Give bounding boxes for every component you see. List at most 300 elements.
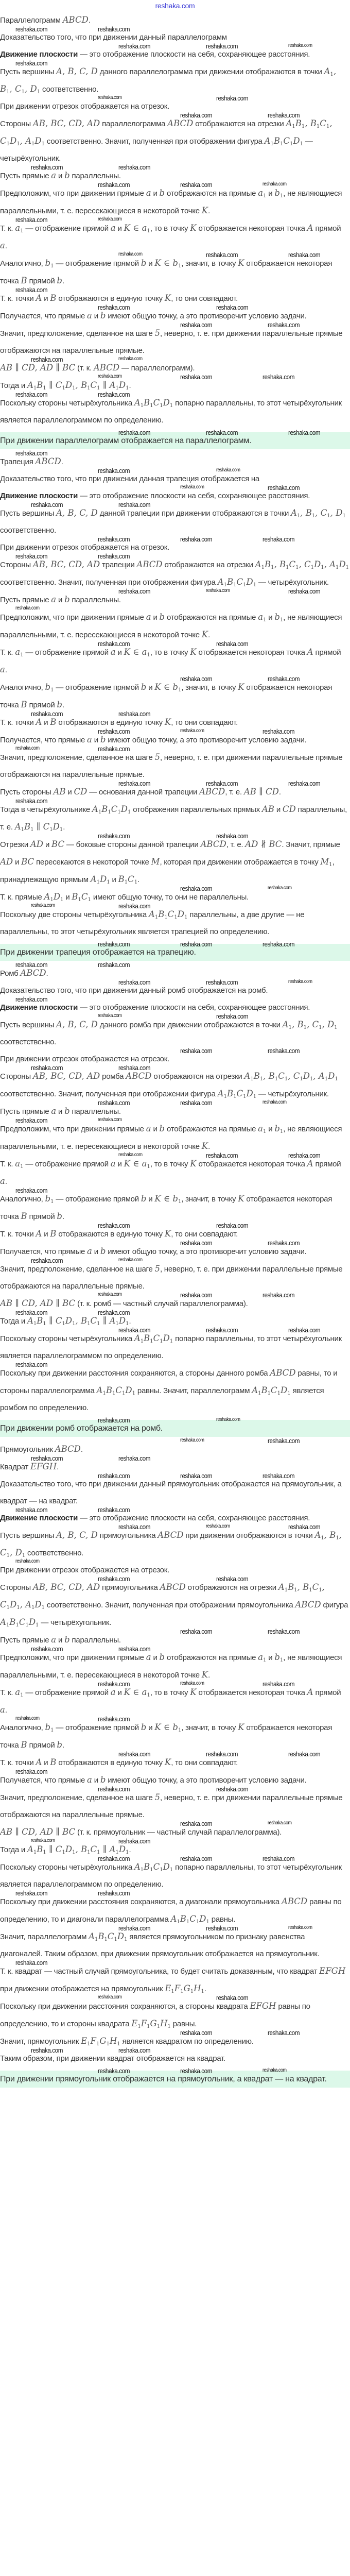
paragraph: Стороны AB, BC, CD, AD трапеции ABCD отображаются на отрезки $A_1B_1$, $B_1C_1$, $C_1D_1$, $A_1D_1$ соответственно. Значит, полученная при отображении фигура $A_1B_1C_1D_1$ — четырёхугольник. reshaka.com reshaka.com bbox=[0, 552, 349, 588]
math-expression: AB bbox=[53, 787, 66, 796]
watermark: reshaka.com bbox=[206, 1523, 230, 1529]
watermark: reshaka.com bbox=[216, 1993, 249, 2002]
watermark: reshaka.com bbox=[180, 1627, 213, 1635]
math-expression: ABCD bbox=[136, 560, 163, 569]
paragraph: Значит, параллелограмм $A_1B_1C_1D_1$ является прямоугольником по признаку равенства диагоналей. Таким образом, при движении прямоугольник отображается на прямоугольник. reshaka.com reshaka.com reshaka.com bbox=[0, 1924, 320, 1958]
math-expression: AB, BC, CD, AD bbox=[32, 1582, 100, 1592]
watermark: reshaka.com bbox=[216, 1574, 249, 1583]
paragraph: Т. к. $a_1$ — отображение прямой a и K ∈ $a_1$, то в точку K отображается некоторая точка A прямой a. reshaka.com reshaka.com bbox=[0, 639, 341, 674]
conclusion-highlight: При движении трапеция отображается на трапецию. reshaka.com reshaka.com reshaka.com bbox=[0, 944, 350, 961]
paragraph: Стороны AB, BC, CD, AD параллелограмма ABCD отображаются на отрезки $A_1B_1$, $B_1C_1$, $C_1D_1$, $A_1D_1$ соответственно. Значит, полученная при отображении фигура $A_1B_1C_1D_1$ — четырёхугольник. reshaka.com reshaka.com bbox=[0, 111, 332, 163]
watermark: reshaka.com bbox=[15, 796, 48, 805]
math-expression: AB, BC, CD, AD bbox=[32, 118, 100, 128]
watermark: reshaka.com bbox=[262, 1471, 295, 1480]
math-expression: 5 bbox=[154, 1792, 160, 1802]
math-expression: K ∈ $b_1$ bbox=[154, 1194, 182, 1205]
watermark: reshaka.com bbox=[118, 251, 143, 257]
paragraph: Т. к. точки A и B отображаются в единую точку K, то они совпадают. reshaka.com bbox=[0, 285, 238, 303]
watermark: reshaka.com bbox=[15, 449, 48, 457]
math-expression: a bbox=[110, 647, 116, 657]
math-expression: $A_1$, $B_1$, $C_1$, $D_1$ bbox=[0, 66, 337, 95]
math-expression: $b_1$ bbox=[274, 1124, 284, 1134]
paragraph: Т. к. точки A и B отображаются в единую точку K, то они совпадают. reshaka.com reshaka.com bbox=[0, 1221, 249, 1239]
math-expression: B bbox=[50, 717, 57, 727]
math-expression: $a_1$ bbox=[15, 223, 24, 234]
watermark: reshaka.com bbox=[216, 94, 249, 102]
watermark: reshaka.com bbox=[15, 285, 48, 294]
watermark: reshaka.com bbox=[180, 1819, 213, 1827]
watermark: reshaka.com bbox=[216, 639, 249, 648]
watermark: reshaka.com bbox=[98, 374, 122, 379]
paragraph: Доказательство того, что при движении данный параллелограмм reshaka.com reshaka.com bbox=[0, 25, 227, 42]
math-expression: $A_1B_1C_1D_1$ bbox=[134, 1333, 173, 1344]
paragraph: Движение плоскости — это отображение плоскости на себя, сохраняющее расстояния. reshaka.com reshaka.com reshaka.com bbox=[0, 42, 312, 59]
math-expression: A, B, C, D bbox=[56, 66, 98, 76]
watermark: reshaka.com bbox=[98, 1098, 130, 1107]
watermark: reshaka.com bbox=[31, 355, 63, 363]
watermark: reshaka.com bbox=[180, 1046, 213, 1055]
paragraph: Поскольку стороны четырёхугольника $A_1B_1C_1D_1$ попарно параллельны, то этот четырёхугольник является параллелограммом по определению. reshaka.com reshaka.com reshaka.com bbox=[0, 1854, 342, 1889]
math-expression: $A_1B_1C_1D_1$ bbox=[134, 398, 173, 409]
math-expression: $A_1B_1C_1D_1$ bbox=[217, 577, 257, 588]
watermark: reshaka.com bbox=[15, 215, 48, 224]
watermark: reshaka.com bbox=[288, 1925, 312, 1930]
paragraph: При движении отрезок отображается на отрезок. reshaka.com reshaka.com bbox=[0, 1046, 300, 1063]
watermark: reshaka.com bbox=[262, 1291, 295, 1299]
paragraph: Таким образом, при движении квадрат отображается на квадрат. reshaka.com reshaka.com bbox=[0, 2046, 225, 2063]
paragraph: Т. к. точки A и B отображаются в единую точку K, то они совпадают. reshaka.com reshaka.com reshaka.com bbox=[0, 1750, 321, 1767]
watermark: reshaka.com bbox=[98, 390, 130, 398]
watermark: reshaka.com bbox=[206, 42, 238, 50]
watermark: reshaka.com bbox=[262, 535, 295, 543]
paragraph: Тогда и $A_1B_1$ ∥ $C_1D_1$, $B_1C_1$ ∥ $A_1D_1$. reshaka.com reshaka.com bbox=[0, 1837, 151, 1855]
watermark: reshaka.com bbox=[288, 779, 321, 787]
math-expression: ABCD bbox=[62, 15, 89, 25]
math-expression: M bbox=[151, 857, 160, 867]
paragraph: Движение плоскости — это отображение плоскости на себя, сохраняющее расстояния. reshaka.com bbox=[0, 995, 310, 1012]
watermark: reshaka.com bbox=[98, 1785, 130, 1793]
watermark: reshaka.com bbox=[15, 745, 40, 751]
watermark: reshaka.com bbox=[288, 1522, 321, 1531]
math-expression: a bbox=[51, 1635, 57, 1645]
watermark: reshaka.com bbox=[288, 979, 312, 985]
math-expression: $A_1B_1C_1D_1$ bbox=[96, 1385, 135, 1396]
paragraph: Доказательство того, что при движении данный ромб отображается на ромб. reshaka.com reshaka.com reshaka.com bbox=[0, 978, 312, 995]
math-expression: a bbox=[0, 665, 5, 674]
math-expression: ABCD bbox=[167, 118, 194, 128]
watermark: reshaka.com bbox=[118, 1326, 151, 1334]
watermark: reshaka.com bbox=[98, 180, 130, 189]
watermark: reshaka.com bbox=[98, 303, 130, 311]
watermark: reshaka.com bbox=[31, 1454, 63, 1462]
math-expression: 5 bbox=[154, 328, 160, 338]
math-expression: ABCD bbox=[55, 1444, 81, 1454]
watermark: reshaka.com bbox=[268, 885, 292, 891]
conclusion-highlight: При движении ромб отображается на ромб. reshaka.com reshaka.com bbox=[0, 1420, 350, 1437]
site-link[interactable]: reshaka.com bbox=[155, 2, 195, 10]
math-expression: $A_1B_1$ ∥ $C_1D_1$, $B_1C_1$ ∥ $A_1D_1$ bbox=[27, 380, 129, 391]
math-expression: BC bbox=[21, 857, 34, 867]
term-bold: Движение плоскости bbox=[0, 492, 78, 500]
math-expression: a bbox=[0, 1705, 5, 1715]
watermark: reshaka.com bbox=[118, 587, 151, 595]
paragraph: Пусть прямые a и b параллельны. reshaka.com reshaka.com bbox=[0, 163, 151, 180]
watermark: reshaka.com bbox=[31, 1063, 63, 1072]
math-expression: a bbox=[110, 1687, 116, 1697]
watermark: reshaka.com bbox=[180, 2066, 213, 2075]
paragraph: Т. к. квадрат — частный случай прямоугольника, то будет считать доказанным, что квадрат EFGH при движении отображается на прямоугольник $E_1F_1G_1H_1$. reshaka.com bbox=[0, 1958, 346, 1994]
math-expression: K ∈ $b_1$ bbox=[154, 258, 182, 269]
math-expression: AB bbox=[261, 804, 274, 814]
paragraph: Значит, предположение, сделанное на шаге 5, неверно, т. е. при движении параллельные прямые отображаются на параллельные прямые. reshaka.com reshaka.com bbox=[0, 744, 343, 779]
math-expression: K bbox=[238, 1194, 244, 1204]
conclusion-highlight: При движении параллелограмм отображается на параллелограмм. reshaka.com reshaka.com reshaka.com bbox=[0, 432, 350, 449]
watermark: reshaka.com bbox=[180, 674, 213, 683]
math-expression: b bbox=[100, 1775, 106, 1785]
watermark: reshaka.com bbox=[180, 111, 213, 119]
paragraph: Значит, предположение, сделанное на шаге 5, неверно, т. е. при движении параллельные прямые отображаются на параллельные прямые. reshaka.com reshaka.com bbox=[0, 320, 343, 355]
math-expression: A, B, C, D bbox=[56, 508, 98, 518]
watermark: reshaka.com bbox=[98, 1308, 130, 1316]
watermark: reshaka.com bbox=[180, 1471, 213, 1480]
watermark: reshaka.com bbox=[15, 995, 48, 1003]
math-expression: b bbox=[141, 682, 147, 692]
watermark: reshaka.com bbox=[268, 320, 300, 329]
math-expression: $A_1B_1C_1D_1$ bbox=[148, 909, 188, 920]
paragraph: Пусть прямые a и b параллельны. reshaka.com reshaka.com bbox=[0, 1627, 300, 1645]
watermark: reshaka.com bbox=[98, 1889, 130, 1897]
watermark: reshaka.com bbox=[15, 1889, 48, 1897]
math-expression: B bbox=[21, 276, 27, 285]
math-expression: K bbox=[164, 1229, 171, 1239]
math-expression: $b_1$ bbox=[45, 682, 54, 693]
math-expression: K bbox=[164, 1757, 171, 1767]
math-expression: $A_1B_1C_1D_1$ bbox=[217, 1089, 257, 1099]
watermark: reshaka.com bbox=[216, 1785, 249, 1793]
watermark: reshaka.com bbox=[268, 111, 300, 119]
math-expression: $A_1B_1$, $B_1C_1$, $C_1D_1$, $A_1D_1$ bbox=[244, 1071, 338, 1082]
watermark: reshaka.com bbox=[118, 709, 151, 718]
math-expression: $A_1B_1C_1D_1$ bbox=[252, 1385, 291, 1396]
math-expression: AD bbox=[30, 839, 44, 849]
term-bold: Движение плоскости bbox=[0, 1003, 78, 1012]
math-expression: AD ∦ BC bbox=[245, 839, 282, 849]
math-expression: b bbox=[64, 595, 70, 604]
math-expression: b bbox=[57, 1740, 62, 1750]
math-expression: K bbox=[201, 206, 208, 215]
watermark: reshaka.com bbox=[98, 1416, 130, 1424]
watermark: reshaka.com bbox=[268, 2028, 300, 2037]
math-expression: $A_1D_1$ bbox=[90, 874, 110, 885]
paragraph: Аналогично, $b_1$ — отображение прямой b и K ∈ $b_1$, значит, в точку K отображается некоторая точка B прямой b. reshaka.com reshaka.com reshaka.com bbox=[0, 250, 332, 285]
math-expression: $b_1$ bbox=[45, 258, 54, 269]
paragraph: При движении отрезок отображается на отрезок. reshaka.com reshaka.com reshaka.com bbox=[0, 535, 295, 552]
watermark: reshaka.com bbox=[180, 484, 204, 490]
watermark: reshaka.com bbox=[262, 181, 287, 187]
paragraph: Пусть прямые a и b параллельны. reshaka.com reshaka.com reshaka.com bbox=[0, 587, 321, 604]
watermark: reshaka.com bbox=[118, 428, 151, 436]
math-expression: K ∈ $a_1$ bbox=[124, 1687, 150, 1698]
math-expression: B bbox=[50, 1757, 57, 1767]
watermark: reshaka.com bbox=[206, 428, 238, 436]
paragraph: Поскольку стороны четырёхугольника $A_1B_1C_1D_1$ попарно параллельны, то этот четырёхугольник является параллелограммом по определению. reshaka.com reshaka.com bbox=[0, 390, 342, 425]
math-expression: A bbox=[36, 293, 42, 303]
watermark: reshaka.com bbox=[98, 1013, 122, 1019]
watermark: reshaka.com bbox=[262, 2067, 287, 2073]
math-expression: AB, BC, CD, AD bbox=[32, 1071, 100, 1081]
watermark: reshaka.com bbox=[118, 1454, 151, 1462]
math-expression: $a_1$ bbox=[15, 1687, 24, 1698]
watermark: reshaka.com bbox=[180, 940, 213, 948]
math-expression: CD bbox=[282, 804, 296, 814]
watermark: reshaka.com bbox=[118, 1837, 151, 1845]
watermark: reshaka.com bbox=[98, 1292, 122, 1297]
watermark: reshaka.com bbox=[288, 250, 321, 259]
watermark: reshaka.com bbox=[262, 1099, 287, 1105]
math-expression: a bbox=[87, 1246, 92, 1256]
paragraph: Пусть вершины A, B, C, D данной трапеции при движении отображаются в точки $A_1$, $B_1$, $C_1$, $D_1$ соответственно. reshaka.com reshaka.com bbox=[0, 500, 346, 535]
watermark: reshaka.com bbox=[180, 728, 204, 734]
paragraph: Пусть вершины A, B, C, D прямоугольника ABCD при движении отображаются в точки $A_1$, $B_1$, $C_1$, $D_1$ соответственно. reshaka.com reshaka.com reshaka.com bbox=[0, 1522, 342, 1558]
paragraph: Прямоугольник ABCD. reshaka.com reshaka.com bbox=[0, 1436, 300, 1454]
watermark: reshaka.com bbox=[118, 902, 151, 910]
math-expression: $a_1$ bbox=[258, 1652, 267, 1663]
watermark: reshaka.com bbox=[98, 95, 122, 100]
math-expression: K bbox=[201, 1670, 208, 1680]
math-expression: $A_1B_1$ ∥ $C_1D_1$ bbox=[14, 822, 63, 833]
paragraph: Поскольку две стороны четырёхугольника $A_1B_1C_1D_1$ параллельны, а две другие — не параллельны, то этот четырёхугольник является трапецией по определению. reshaka.com reshaka.com bbox=[0, 902, 305, 936]
watermark: reshaka.com bbox=[98, 1574, 130, 1583]
watermark: reshaka.com bbox=[288, 1151, 321, 1159]
watermark: reshaka.com bbox=[206, 250, 238, 259]
paragraph: Трапеция ABCD. reshaka.com bbox=[0, 449, 63, 466]
math-expression: $B_1C_1$ bbox=[118, 874, 138, 885]
math-expression: ABCD bbox=[199, 787, 225, 796]
paragraph: Отрезки AD и BC — боковые стороны данной трапеции ABCD, т. е. AD ∦ BC. Значит, прямые AD и BC пересекаются в некоторой точке M, которая при движении отображается в точку $M_1$, принадлежащую прямым $A_1D_1$ и $B_1C_1$. reshaka.com reshaka.com bbox=[0, 832, 340, 885]
math-expression: A bbox=[307, 647, 313, 657]
math-expression: ABCD bbox=[20, 968, 46, 978]
solution-text bbox=[0, 11, 350, 2096]
watermark: reshaka.com bbox=[15, 1958, 48, 1967]
watermark: reshaka.com bbox=[15, 1116, 48, 1124]
watermark: reshaka.com bbox=[262, 1680, 295, 1688]
watermark: reshaka.com bbox=[98, 552, 130, 560]
math-expression: ABCD bbox=[200, 839, 226, 849]
watermark: reshaka.com bbox=[118, 779, 151, 787]
watermark: reshaka.com bbox=[288, 1750, 321, 1758]
math-expression: A bbox=[36, 1229, 42, 1239]
watermark: reshaka.com bbox=[98, 2066, 130, 2075]
math-expression: a bbox=[146, 1652, 151, 1662]
watermark: reshaka.com bbox=[206, 1151, 238, 1159]
math-expression: A bbox=[307, 1687, 313, 1697]
math-expression: $A_1$, $B_1$, $C_1$, $D_1$ bbox=[291, 508, 346, 519]
watermark: reshaka.com bbox=[180, 1854, 213, 1862]
watermark: reshaka.com bbox=[98, 1221, 130, 1229]
math-expression: ABCD bbox=[126, 1071, 152, 1081]
watermark: reshaka.com bbox=[98, 1994, 122, 2000]
paragraph: AB ∥ CD, AD ∥ BC (т. к. ABCD — параллелограмм). reshaka.com reshaka.com bbox=[0, 355, 195, 372]
paragraph: Значит, прямоугольник $E_1F_1G_1H_1$ является квадратом по определению. reshaka.com reshaka.com bbox=[0, 2028, 300, 2047]
math-expression: $A_1B_1C_1D_1$ bbox=[134, 1862, 173, 1873]
watermark: reshaka.com bbox=[98, 25, 130, 33]
paragraph: Поскольку при движении расстояния сохраняются, а стороны квадрата EFGH равны по определению, то и стороны квадрата $E_1F_1G_1H_1$ равны. reshaka.com reshaka.com bbox=[0, 1993, 310, 2029]
paragraph: Аналогично, $b_1$ — отображение прямой b и K ∈ $b_1$, значит, в точку K отображается некоторая точка B прямой b. reshaka.com reshaka.com bbox=[0, 1715, 332, 1750]
watermark: reshaka.com bbox=[15, 1558, 40, 1564]
paragraph: Пусть стороны AB и CD — основания данной трапеции ABCD, т. е. AB ∥ CD. reshaka.com reshaka.com reshaka.com bbox=[0, 779, 321, 796]
watermark: reshaka.com bbox=[206, 1924, 238, 1932]
math-expression: K bbox=[164, 293, 171, 303]
math-expression: AB ∥ CD, AD ∥ BC bbox=[0, 1298, 76, 1308]
watermark: reshaka.com bbox=[15, 1360, 48, 1368]
paragraph: Получается, что прямые a и b имеют общую точку, а это противоречит условию задачи. reshaka.com reshaka.com reshaka.com bbox=[0, 727, 307, 744]
math-expression: EFGH bbox=[319, 1966, 346, 1976]
math-expression: $A_1D_1$ bbox=[44, 892, 64, 903]
watermark: reshaka.com bbox=[206, 1326, 238, 1334]
watermark: reshaka.com bbox=[206, 978, 238, 986]
math-expression: a bbox=[0, 241, 5, 250]
math-expression: $b_1$ bbox=[45, 1194, 54, 1205]
math-expression: 5 bbox=[154, 1264, 160, 1274]
paragraph: Значит, предположение, сделанное на шаге 5, неверно, т. е. при движении параллельные прямые отображаются на параллельные прямые. reshaka.com reshaka.com bbox=[0, 1785, 343, 1819]
math-expression: b bbox=[64, 1106, 70, 1116]
watermark: reshaka.com bbox=[268, 1436, 300, 1445]
watermark: reshaka.com bbox=[98, 940, 130, 948]
math-expression: b bbox=[141, 1722, 147, 1732]
math-expression: a bbox=[51, 171, 57, 180]
math-expression: a bbox=[146, 188, 151, 198]
math-expression: $b_1$ bbox=[274, 612, 284, 623]
math-expression: K bbox=[201, 630, 208, 639]
watermark: reshaka.com bbox=[15, 1308, 48, 1316]
math-expression: $a_1$ bbox=[15, 1159, 24, 1170]
math-expression: b bbox=[64, 171, 70, 180]
watermark: reshaka.com bbox=[98, 216, 122, 222]
watermark: reshaka.com bbox=[180, 320, 213, 329]
watermark: reshaka.com bbox=[288, 587, 321, 595]
watermark: reshaka.com bbox=[180, 372, 213, 381]
watermark: reshaka.com bbox=[31, 500, 63, 509]
math-expression: A bbox=[36, 1757, 42, 1767]
math-expression: $a_1$ bbox=[258, 612, 267, 623]
math-expression: a bbox=[87, 311, 92, 320]
math-expression: a bbox=[110, 223, 116, 233]
paragraph: Значит, предположение, сделанное на шаге 5, неверно, т. е. при движении параллельные прямые отображаются на параллельные прямые. reshaka.com reshaka.com bbox=[0, 1256, 343, 1291]
math-expression: $B_1C_1$ bbox=[72, 892, 91, 903]
math-expression: b bbox=[159, 612, 165, 622]
paragraph: При движении отрезок отображается на отрезок. reshaka.com reshaka.com bbox=[0, 94, 249, 111]
watermark: reshaka.com bbox=[98, 1117, 122, 1123]
paragraph: Пусть вершины A, B, C, D данного ромба при движении отображаются в точки $A_1$, $B_1$, $C_1$, $D_1$ соответственно. reshaka.com reshaka.com bbox=[0, 1012, 338, 1046]
paragraph: Движение плоскости — это отображение плоскости на себя, сохраняющее расстояния. reshaka.com reshaka.com bbox=[0, 483, 310, 500]
math-expression: $A_1B_1$ ∥ $C_1D_1$, $B_1C_1$ ∥ $A_1D_1$ bbox=[27, 1844, 129, 1855]
math-expression: b bbox=[141, 258, 147, 268]
math-expression: B bbox=[21, 1211, 27, 1221]
watermark: reshaka.com bbox=[262, 1854, 295, 1862]
math-expression: K bbox=[190, 223, 197, 233]
watermark: reshaka.com bbox=[98, 744, 130, 753]
watermark: reshaka.com bbox=[216, 1221, 249, 1229]
watermark: reshaka.com bbox=[15, 59, 48, 67]
paragraph: Т. к. $a_1$ — отображение прямой a и K ∈ $a_1$, то в точку K отображается некоторая точка A прямой a. reshaka.com reshaka.com bbox=[0, 215, 341, 250]
math-expression: K ∈ $a_1$ bbox=[124, 1159, 150, 1170]
math-expression: $b_1$ bbox=[45, 1722, 54, 1733]
paragraph: Т. к. $a_1$ — отображение прямой a и K ∈ $a_1$, то в точку K отображается некоторая точка A прямой a. reshaka.com reshaka.com reshaka.com bbox=[0, 1680, 341, 1715]
math-expression: AD bbox=[0, 857, 13, 867]
watermark: reshaka.com bbox=[118, 163, 151, 171]
watermark: reshaka.com bbox=[98, 1471, 130, 1480]
watermark: reshaka.com bbox=[98, 466, 130, 474]
paragraph: Пусть вершины A, B, C, D данного параллелограмма при движении отображаются в точки $A_1$, $B_1$, $C_1$, $D_1$ соответственно. reshaka.com bbox=[0, 59, 337, 95]
watermark: reshaka.com bbox=[262, 940, 295, 948]
watermark: reshaka.com bbox=[268, 1820, 292, 1826]
math-expression: $a_1$ bbox=[258, 188, 267, 199]
watermark: reshaka.com bbox=[262, 727, 295, 735]
watermark: reshaka.com bbox=[31, 163, 63, 171]
math-expression: EFGH bbox=[250, 2001, 276, 2011]
watermark: reshaka.com bbox=[206, 779, 238, 787]
watermark: reshaka.com bbox=[98, 535, 130, 543]
math-expression: $E_1F_1G_1H_1$ bbox=[131, 2019, 171, 2029]
paragraph: Предположим, что при движении прямые a и b отображаются на прямые $a_1$ и $b_1$, не являющиеся параллельными, т. е. пересекающиеся в некоторой точке K. reshaka.com reshaka.com reshaka.com bbox=[0, 180, 342, 215]
watermark: reshaka.com bbox=[180, 180, 213, 189]
math-expression: A bbox=[307, 1159, 313, 1168]
math-expression: a bbox=[87, 1775, 92, 1785]
math-expression: K bbox=[164, 717, 171, 727]
paragraph: Поскольку при движении расстояния сохраняются, а диагонали прямоугольника ABCD равны по определению, то и диагонали параллелограмма $A_1B_1C_1D_1$ равны. reshaka.com reshaka.com bbox=[0, 1889, 342, 1925]
watermark: reshaka.com bbox=[118, 1924, 151, 1932]
math-expression: EFGH bbox=[30, 1462, 57, 1471]
watermark: reshaka.com bbox=[98, 960, 130, 969]
math-expression: K bbox=[190, 1687, 197, 1697]
watermark: reshaka.com bbox=[98, 832, 130, 840]
watermark: reshaka.com bbox=[180, 2028, 213, 2037]
math-expression: BC bbox=[51, 839, 65, 849]
math-expression: b bbox=[100, 1246, 106, 1256]
math-expression: K bbox=[238, 1722, 244, 1732]
watermark: reshaka.com bbox=[31, 2046, 63, 2054]
math-expression: $A_1$, $B_1$, $C_1$, $D_1$ bbox=[0, 1530, 342, 1558]
watermark: reshaka.com bbox=[180, 1291, 213, 1299]
watermark: reshaka.com bbox=[98, 639, 130, 648]
watermark: reshaka.com bbox=[15, 1767, 48, 1775]
math-expression: a bbox=[146, 612, 151, 622]
math-expression: a bbox=[51, 1106, 57, 1116]
watermark: reshaka.com bbox=[262, 372, 295, 381]
watermark: reshaka.com bbox=[180, 884, 213, 892]
math-expression: ABCD bbox=[295, 1600, 321, 1609]
math-expression: $A_1B_1C_1D_1$ bbox=[89, 1931, 128, 1942]
term-bold: Движение плоскости bbox=[0, 1514, 78, 1522]
watermark: reshaka.com bbox=[118, 1257, 143, 1263]
watermark: reshaka.com bbox=[15, 605, 40, 611]
math-expression: b bbox=[57, 276, 62, 285]
math-expression: AB ∥ CD, AD ∥ BC bbox=[0, 363, 76, 372]
math-expression: $A_1B_1C_1D_1$ bbox=[92, 804, 131, 815]
watermark: reshaka.com bbox=[216, 467, 240, 473]
watermark: reshaka.com bbox=[180, 1098, 213, 1107]
math-expression: $A_1B_1$, $B_1C_1$, $C_1D_1$, $A_1D_1$ bbox=[0, 118, 332, 147]
math-expression: $M_1$ bbox=[320, 857, 332, 868]
watermark: reshaka.com bbox=[15, 1716, 40, 1721]
paragraph: Тогда в четырёхугольнике $A_1B_1C_1D_1$ отображения параллельных прямых AB и CD параллельны, т. е. $A_1B_1$ ∥ $C_1D_1$. reshaka.com bbox=[0, 796, 347, 833]
paragraph: Получается, что прямые a и b имеют общую точку, а это противоречит условию задачи. reshaka.com bbox=[0, 1767, 307, 1785]
paragraph: Квадрат EFGH. reshaka.com reshaka.com bbox=[0, 1454, 151, 1471]
watermark: reshaka.com bbox=[31, 1256, 63, 1264]
math-expression: $A_1B_1$ ∥ $C_1D_1$, $B_1C_1$ ∥ $A_1D_1$ bbox=[27, 1316, 129, 1327]
paragraph: Тогда и $A_1B_1$ ∥ $C_1D_1$, $B_1C_1$ ∥ $A_1D_1$. reshaka.com reshaka.com bbox=[0, 1308, 131, 1327]
math-expression: b bbox=[141, 1194, 147, 1204]
